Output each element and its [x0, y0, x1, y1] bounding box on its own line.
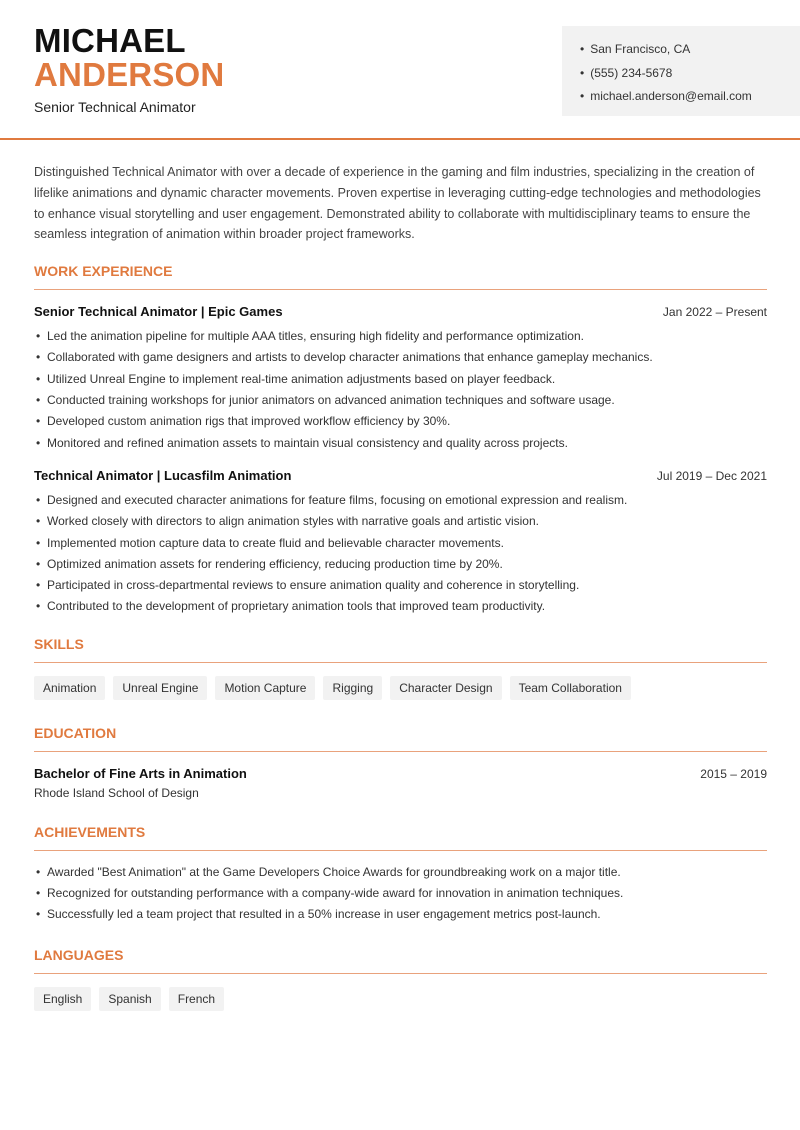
skill-tag: Rigging [323, 676, 382, 700]
list-item: • Collaborated with game designers and artists to develop character animations that enhance gameplay mechanics. [34, 347, 767, 368]
list-item: • Successfully led a team project that resulted in a 50% increase in user engagement metrics post-launch. [34, 904, 767, 925]
education-header [34, 766, 767, 781]
skill-tag: Unreal Engine [113, 676, 207, 700]
list-item: • Participated in cross-departmental reviews to ensure animation quality and coherence in storytelling. [34, 575, 767, 596]
job-title: Technical Animator | Lucasfilm Animation [34, 467, 292, 483]
contact-email[interactable]: • michael.anderson@email.com [580, 85, 752, 109]
skills-section [34, 636, 767, 700]
job-header [34, 468, 767, 483]
list-item: • Optimized animation assets for rendering efficiency, reducing production time by 20%. [34, 554, 767, 575]
job-dates: Jul 2019 – Dec 2021 [656, 468, 767, 483]
language-tags [34, 987, 767, 1011]
contact-box [562, 26, 800, 116]
contact-list [580, 38, 752, 109]
list-item: • Conducted training workshops for junior animators on advanced animation techniques and software usage. [34, 390, 767, 411]
resume-body [34, 162, 767, 1011]
list-item: • Led the animation pipeline for multiple AAA titles, ensuring high fidelity and performance optimization. [34, 326, 767, 347]
resume-header [0, 0, 800, 140]
section-heading-work: WORK EXPERIENCE [34, 263, 767, 290]
language-tag: French [169, 987, 224, 1011]
skills-tags [34, 676, 767, 700]
list-item: • Worked closely with directors to align animation styles with narrative goals and artistic vision. [34, 511, 767, 532]
job-dates: Jan 2022 – Present [662, 305, 767, 320]
list-item: • Recognized for outstanding performance with a company-wide award for innovation in animation techniques. [34, 883, 767, 904]
education-section [34, 725, 767, 800]
section-heading-languages: LANGUAGES [34, 947, 767, 974]
full-name [34, 24, 224, 92]
skill-tag: Motion Capture [215, 676, 315, 700]
list-item: • Developed custom animation rigs that improved workflow efficiency by 30%. [34, 411, 767, 432]
school-name: Rhode Island School of Design [34, 785, 199, 800]
list-item: • Awarded "Best Animation" at the Game Developers Choice Awards for groundbreaking work on a major title. [34, 862, 767, 883]
achievements-section [34, 824, 767, 926]
skill-tag: Team Collaboration [510, 676, 631, 700]
skill-tag: Animation [34, 676, 105, 700]
contact-location: • San Francisco, CA [580, 38, 752, 62]
section-heading-achievements: ACHIEVEMENTS [34, 824, 767, 851]
job-bullets [34, 326, 767, 454]
first-name: MICHAEL [34, 22, 186, 59]
job-title: Senior Technical Animator | Epic Games [34, 304, 283, 320]
work-experience-section [34, 263, 767, 618]
skill-tag: Character Design [390, 676, 501, 700]
job-bullets [34, 490, 767, 618]
education-dates: 2015 – 2019 [700, 766, 767, 781]
languages-section [34, 947, 767, 1011]
section-heading-skills: SKILLS [34, 636, 767, 663]
job-header [34, 304, 767, 319]
list-item: • Contributed to the development of proprietary animation tools that improved team productivity. [34, 596, 767, 617]
list-item: • Utilized Unreal Engine to implement real-time animation adjustments based on player feedback. [34, 369, 767, 390]
last-name: ANDERSON [34, 56, 225, 93]
job-title-headline: Senior Technical Animator [34, 99, 196, 115]
section-heading-education: EDUCATION [34, 725, 767, 752]
language-tag: Spanish [99, 987, 160, 1011]
summary-paragraph: Distinguished Technical Animator with over a decade of experience in the gaming and film industries, specializing in the creation of lifelike animations and dynamic character movements. Proven expertise in leveraging cutting-edge technologies and methodologies to enhance visual storytelling and user engagement. Demonstrated ability to collaborate with multidisciplinary teams to ensure the seamless integration of animation within broader project frameworks. [34, 165, 761, 242]
list-item: • Monitored and refined animation assets to maintain visual consistency and quality across projects. [34, 433, 767, 454]
contact-phone: • (555) 234-5678 [580, 62, 752, 86]
list-item: • Implemented motion capture data to create fluid and believable character movements. [34, 533, 767, 554]
language-tag: English [34, 987, 91, 1011]
degree-title: Bachelor of Fine Arts in Animation [34, 765, 247, 781]
list-item: • Designed and executed character animations for feature films, focusing on emotional expression and realism. [34, 490, 767, 511]
achievement-bullets [34, 862, 767, 926]
